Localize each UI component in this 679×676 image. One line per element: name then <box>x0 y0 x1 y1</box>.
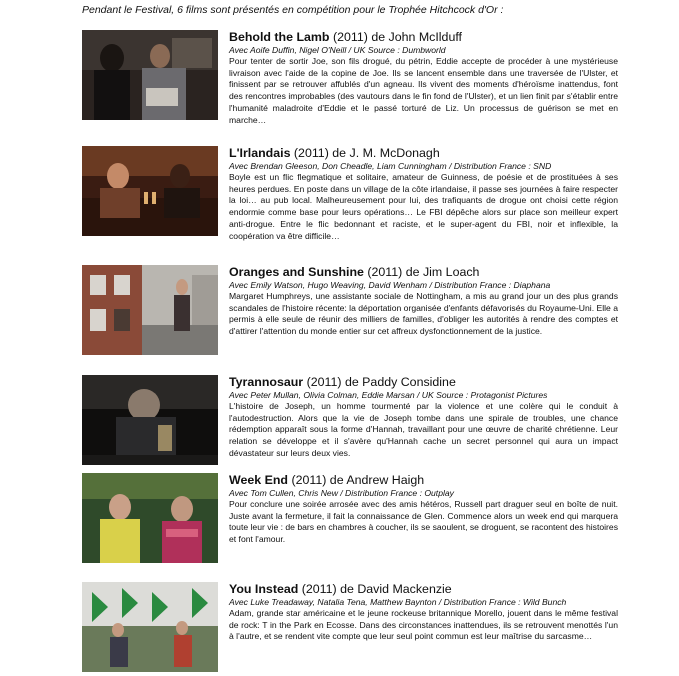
film-title: You Instead <box>229 582 299 596</box>
film-title: L'Irlandais <box>229 146 291 160</box>
film-title: Oranges and Sunshine <box>229 265 364 279</box>
film-cast: Avec Tom Cullen, Chris New / Distribution France : Outplay <box>229 488 454 498</box>
film-still-you-instead <box>82 582 218 672</box>
film-heading <box>229 146 618 161</box>
film-director: de David Mackenzie <box>340 582 452 596</box>
film-year: (2011) <box>303 375 345 389</box>
film-synopsis: Pour conclure une soirée arrosée avec des amis hétéros, Russell part draguer seul en boîte de nuit. Juste avant la fermeture, il fait la connaissance de Glen. Commence alors un week end qui marquera toute leur vie : de bars en chambres à coucher, ils se saoulent, se droguent, se racontent des histoires et font l'amour. <box>229 499 618 545</box>
film-still-oranges-and-sunshine <box>82 265 218 355</box>
film-synopsis: Adam, grande star américaine et le jeune rockeuse britannique Morello, jouent dans le même festival de rock: T in the Park en Ecosse. Dans des circonstances inattendues, ils se retrouvent menottés l'un à l'autre, et se rendent vite compte que leur seul point commun est leur maîtrise du sarcasme… <box>229 608 618 642</box>
film-heading <box>229 473 618 488</box>
film-director: de John McIlduff <box>371 30 463 44</box>
film-heading <box>229 30 618 45</box>
film-cast: Avec Emily Watson, Hugo Weaving, David Wenham / Distribution France : Diaphana <box>229 280 551 290</box>
film-cast: Avec Peter Mullan, Olivia Colman, Eddie Marsan / UK Source : Protagonist Pictures <box>229 390 548 400</box>
film-still-week-end <box>82 473 218 563</box>
film-director: de J. M. McDonagh <box>332 146 440 160</box>
film-year: (2011) <box>363 265 406 279</box>
film-director: de Andrew Haigh <box>329 473 425 487</box>
film-heading <box>229 375 618 390</box>
film-synopsis: Pour tenter de sortir Joe, son fils drogué, du pétrin, Eddie accepte de procéder à une mystérieuse livraison avec l'aide de la copine de Joe. Ils se lancent ensemble dans une traversée de l'Ulster, et finissent par se retrouver affublés d'un agneau. Ils vivent des moments d'héroïsme inattendus, font des rencontres improbables (des vautours dans le fin fond de l'Ulster), et un lien finit par s'établir entre l'humanité maladroite d'Eddie et le passé torturé de Liz. Un processus de guérison se met en marche… <box>229 56 618 125</box>
film-cast: Avec Aoife Duffin, Nigel O'Neill / UK Source : Dumbworld <box>229 45 446 55</box>
film-title: Tyrannosaur <box>229 375 304 389</box>
film-synopsis: L'histoire de Joseph, un homme tourmenté par la violence et une colère qui le conduit à l'autodestruction. Alors que la vie de Joseph tombe dans une spirale de troubles, une chance rédemption apparaît sous la forme d'Hannah, travaillant pour une œuvre de charité chrétienne. Leur relation se développe et il s'avère qu'Hannah cache un secret personnel qui aura un impact dévastateur sur leurs deux vies. <box>229 401 618 458</box>
film-year: (2011) <box>290 146 333 160</box>
film-year: (2011) <box>288 473 330 487</box>
film-still-tyrannosaur <box>82 375 218 465</box>
film-still-behold-the-lamb <box>82 30 218 120</box>
film-synopsis: Margaret Humphreys, une assistante sociale de Nottingham, a mis au grand jour un des plus grands scandales de l'histoire récente: la déportation organisée d'enfants défavorisés du Royaume-Uni. Elle a permis à elle seule de réunir des milliers de familles, d'obliger les autorités à rendre des comptes et d'attirer l'attention du monde entier sur cet affreux dysfonctionnement de la justice. <box>229 291 618 337</box>
film-cast: Avec Brendan Gleeson, Don Cheadle, Liam Cunningham / Distribution France : SND <box>229 161 552 171</box>
film-still-lirlandais <box>82 146 218 236</box>
film-director: de Jim Loach <box>405 265 480 279</box>
film-heading <box>229 265 618 280</box>
film-title: Week End <box>229 473 288 487</box>
film-cast: Avec Luke Treadaway, Natalia Tena, Matthew Baynton / Distribution France : Wild Bunch <box>229 597 567 607</box>
intro-text: Pendant le Festival, 6 films sont présentés en compétition pour le Trophée Hitchcock d'Or : <box>82 4 504 16</box>
film-director: de Paddy Considine <box>344 375 456 389</box>
film-year: (2011) <box>329 30 372 44</box>
film-heading <box>229 582 618 597</box>
film-title: Behold the Lamb <box>229 30 330 44</box>
film-year: (2011) <box>298 582 341 596</box>
film-synopsis: Boyle est un flic flegmatique et solitaire, amateur de Guinness, de poésie et de prostituées à ses heures perdues. En poste dans un village de la côte irlandaise, il passe ses journées à faire respecter la loi… au pub local. Malheureusement pour lui, des trafiquants de drogue ont choisi cette région endormie comme base pour leurs opérations… Le FBI dépêche alors sur place son meilleur expert anti-drogue. Entre le flic bedonnant et raciste, et le super-agent du FBI, noir et inflexible, la coopération va être difficile… <box>229 172 618 241</box>
